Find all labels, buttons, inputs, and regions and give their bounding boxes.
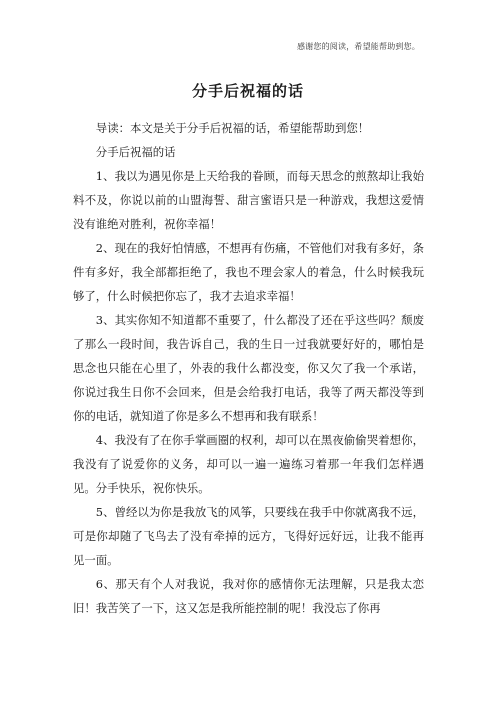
document-body: [73, 116, 424, 620]
paragraph-1: 1、我以为遇见你是上天给我的眷顾，而每天思念的煎熬却让我始料不及，你说以前的山盟海誓、甜言蜜语只是一种游戏，我想这爱情没有谁绝对胜利，祝你幸福！: [73, 169, 424, 231]
section-heading: 分手后祝福的话: [95, 145, 176, 159]
intro-paragraph: 导读：本文是关于分手后祝福的话，希望能帮助到您！: [95, 121, 370, 135]
paragraph-4: 4、我没有了在你手掌画圈的权利，却可以在黑夜偷偷哭着想你，我没有了说爱你的义务，却可以一遍一遍练习着那一年我们怎样遇见。分手快乐，祝你快乐。: [73, 433, 424, 495]
header-note: 感谢您的阅读，希望能帮助到您。: [297, 42, 420, 51]
paragraph-2: 2、现在的我好怕情感，不想再有伤痛，不管他们对我有多好，条件有多好，我全部都拒绝了，我也不理会家人的着急，什么时候我玩够了，什么时候把你忘了，我才去追求幸福！: [73, 241, 424, 303]
paragraph-3: 3、其实你知不知道都不重要了，什么都没了还在乎这些吗？颓废了那么一段时间，我告诉自己，我的生日一过我就要好好的，哪怕是思念也只能在心里了，外表的我什么都没变，你又欠了我一个承诺，你说过我生日你不会回来，但是会给我打电话，我等了两天都没等到你的电话，就知道了你是多么不想再和我有联系！: [73, 313, 424, 423]
paragraph-6: 6、那天有个人对我说，我对你的感情你无法理解，只是我太恋旧！我苦笑了一下，这又怎是我所能控制的呢！我没忘了你再: [73, 577, 424, 615]
paragraph-5: 5、曾经以为你是我放飞的风筝，只要线在我手中你就离我不远，可是你却随了飞鸟去了没有牵掉的远方，飞得好远好远，让我不能再见一面。: [73, 505, 424, 567]
document-title: 分手后祝福的话: [191, 82, 304, 100]
